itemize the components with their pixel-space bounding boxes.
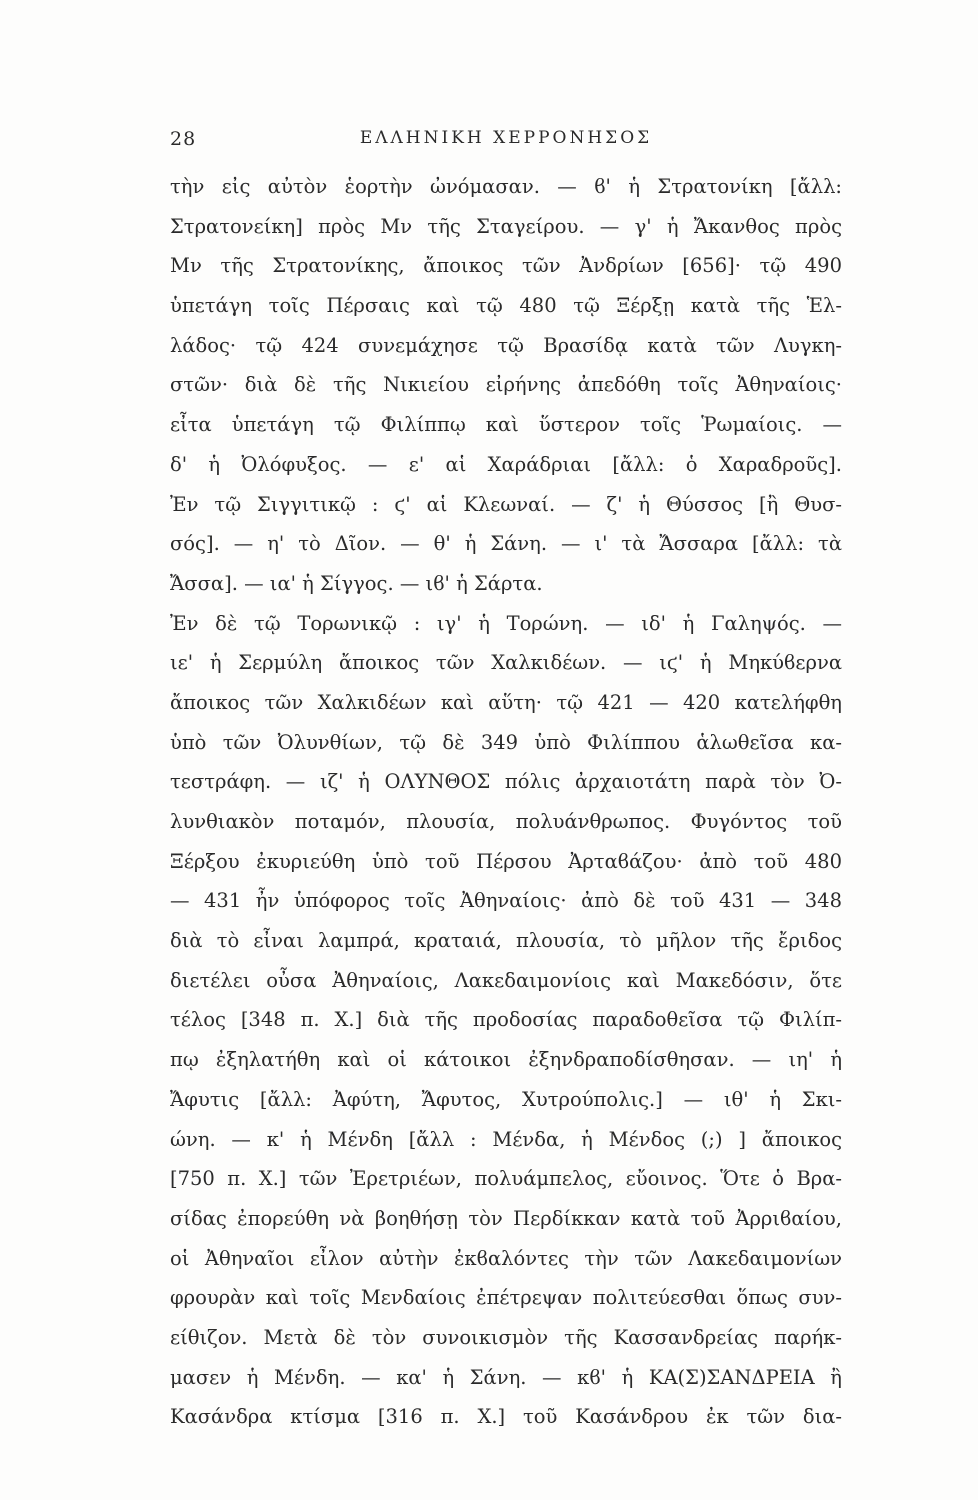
text-line: — 431 ἦν ὑπόφορος τοῖς Ἀθηναίοις· ἀπὸ δὲ τοῦ 431 — 348	[170, 889, 842, 913]
text-line: φρουρὰν καὶ τοῖς Μενδαίοις ἐπέτρεψαν πολιτεύεσθαι ὅπως συν-	[170, 1286, 842, 1310]
text-line: διὰ τὸ εἶναι λαμπρά, κραταιά, πλουσία, τὸ μῆλον τῆς ἔριδος	[170, 929, 842, 953]
text-line: Στρατονείκη] πρὸς Μν τῆς Σταγείρου. — γ' ἡ Ἄκανθος πρὸς	[170, 214, 842, 238]
text-line: λάδος· τῷ 424 συνεμάχησε τῷ Βρασίδᾳ κατὰ τῶν Λυγκη-	[170, 333, 842, 357]
text-line: ὑπὸ τῶν Ὀλυνθίων, τῷ δὲ 349 ὑπὸ Φιλίππου ἁλωθεῖσα κα-	[170, 730, 842, 754]
text-line: μασεν ἡ Μένδη. — κα' ἡ Σάνη. — κϐ' ἡ ΚΑ(Σ)ΣΑΝΔΡΕΙΑ ἢ	[170, 1365, 842, 1389]
text-line: ιε' ἡ Σερμύλη ἄποικος τῶν Χαλκιδέων. — ιϛ' ἡ Μηκύϐερνα	[170, 651, 842, 675]
text-line: ώνη. — κ' ἡ Μένδη [ἄλλ : Μένδα, ἡ Μένδος (;) ] ἄποικος	[170, 1127, 842, 1151]
text-line: Ἄφυτις [ἄλλ: Ἀφύτη, Ἄφυτος, Χυτρούπολις.] — ιθ' ἡ Σκι-	[170, 1087, 842, 1111]
text-line: εἶτα ὑπετάγη τῷ Φιλίππῳ καὶ ὕστερον τοῖς Ῥωμαίοις. —	[170, 413, 842, 437]
text-line: ὑπετάγη τοῖς Πέρσαις καὶ τῷ 480 τῷ Ξέρξῃ κατὰ τῆς Ἑλ-	[170, 294, 842, 318]
text-line: ἄποικος τῶν Χαλκιδέων καὶ αὕτη· τῷ 421 — 420 κατελήφθη	[170, 690, 842, 714]
text-line: Μν τῆς Στρατονίκης, ἄποικος τῶν Ἀνδρίων [656]· τῷ 490	[170, 254, 842, 278]
text-line: Ξέρξου ἐκυριεύθη ὑπὸ τοῦ Πέρσου Ἀρταϐάζου· ἀπὸ τοῦ 480	[170, 849, 842, 873]
text-line: [750 π. Χ.] τῶν Ἐρετριέων, πολυάμπελος, εὔοινος. Ὅτε ὁ Βρα-	[170, 1167, 842, 1191]
text-line: διετέλει οὖσα Ἀθηναίοις, Λακεδαιμονίοις καὶ Μακεδόσιν, ὅτε	[170, 968, 842, 992]
page-number: 28	[170, 128, 197, 150]
running-title: ΕΛΛΗΝΙΚΗ ΧΕΡΡΟΝΗΣΟΣ	[359, 128, 653, 148]
text-line: Ἐν δὲ τῷ Τορωνικῷ : ιγ' ἡ Τορώνη. — ιδ' ἡ Γαληψός. —	[170, 611, 842, 635]
page-header	[170, 128, 842, 158]
text-line: τέλος [348 π. Χ.] διὰ τῆς προδοσίας παραδοθεῖσα τῷ Φιλίπ-	[170, 1008, 842, 1032]
text-line: πῳ ἐξηλατήθη καὶ οἱ κάτοικοι ἐξηνδραποδίσθησαν. — ιη' ἡ	[170, 1048, 842, 1072]
body-text	[170, 167, 842, 1437]
text-line: στῶν· διὰ δὲ τῆς Νικιείου εἰρήνης ἀπεδόθη τοῖς Ἀθηναίοις·	[170, 373, 842, 397]
text-line: Ἐν τῷ Σιγγιτικῷ : ϛ' αἱ Κλεωναί. — ζ' ἡ Θύσσος [ἢ Θυσ-	[170, 492, 842, 516]
text-line: οἱ Ἀθηναῖοι εἶλον αὐτὴν ἐκϐαλόντες τὴν τῶν Λακεδαιμονίων	[170, 1246, 842, 1270]
text-line: τὴν εἰς αὐτὸν ἑορτὴν ὠνόμασαν. — ϐ' ἡ Στρατονίκη [ἄλλ:	[170, 175, 842, 198]
text-line: δ' ἡ Ὀλόφυξος. — ε' αἱ Χαράδριαι [ἄλλ: ὁ Χαραδροῦς].	[170, 452, 842, 476]
text-line: σός]. — η' τὸ Δῖον. — θ' ἡ Σάνη. — ι' τὰ Ἄσσαρα [ἄλλ: τὰ	[170, 532, 842, 556]
text-line: τεστράφη. — ιζ' ἡ ΟΛΥΝΘΟΣ πόλις ἀρχαιοτάτη παρὰ τὸν Ὀ-	[170, 770, 842, 794]
text-line: είθιζον. Μετὰ δὲ τὸν συνοικισμὸν τῆς Κασσανδρείας παρήκ-	[170, 1325, 842, 1349]
text-line: Ἄσσα]. — ια' ἡ Σίγγος. — ιϐ' ἡ Σάρτα.	[170, 571, 543, 595]
text-line: Κασάνδρα κτίσμα [316 π. Χ.] τοῦ Κασάνδρου ἐκ τῶν δια-	[170, 1405, 842, 1429]
text-line: σίδας ἐπορεύθη νὰ βοηθήσῃ τὸν Περδίκκαν κατὰ τοῦ Ἀρριϐαίου,	[170, 1206, 842, 1230]
text-line: λυνθιακὸν ποταμόν, πλουσία, πολυάνθρωπος. Φυγόντος τοῦ	[170, 810, 842, 833]
